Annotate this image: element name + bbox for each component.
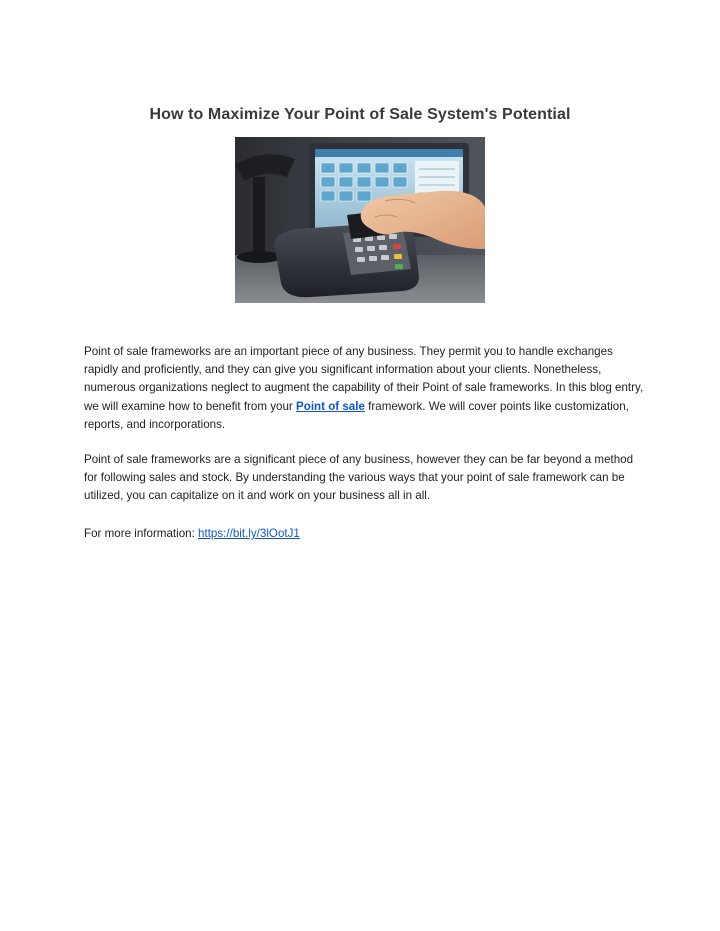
- more-info-label: For more information:: [84, 527, 199, 540]
- point-of-sale-link[interactable]: Point of sale: [296, 399, 365, 413]
- paragraph-intro-text-end: framework. We will cover points like customization, reports, and incorporations.: [84, 399, 629, 431]
- more-info-link[interactable]: https://bit.ly/3lOotJ1: [198, 527, 300, 540]
- paragraph-significance: Point of sale frameworks are a significant piece of any business, however they can be far beyond a method for following sales and stock. By understanding the various ways that your point of sale framework can be utilized, you can capitalize on it and work on your business all in all.: [84, 453, 634, 503]
- paragraph-intro: [84, 343, 644, 434]
- pos-terminal-image: [235, 137, 485, 303]
- paragraph-more-info: [84, 525, 644, 543]
- paragraph-intro-text: Point of sale frameworks are an important piece of any business. They permit you to handle exchanges rapidly and proficiently, and they can give you significant information about your clients. Nonetheless, numerous organizations neglect to augment the capability of their Point of sale frameworks. In this blog entry, we will examine how to benefit from your: [84, 345, 644, 413]
- document-title: How to Maximize Your Point of Sale System's Potential: [149, 106, 571, 123]
